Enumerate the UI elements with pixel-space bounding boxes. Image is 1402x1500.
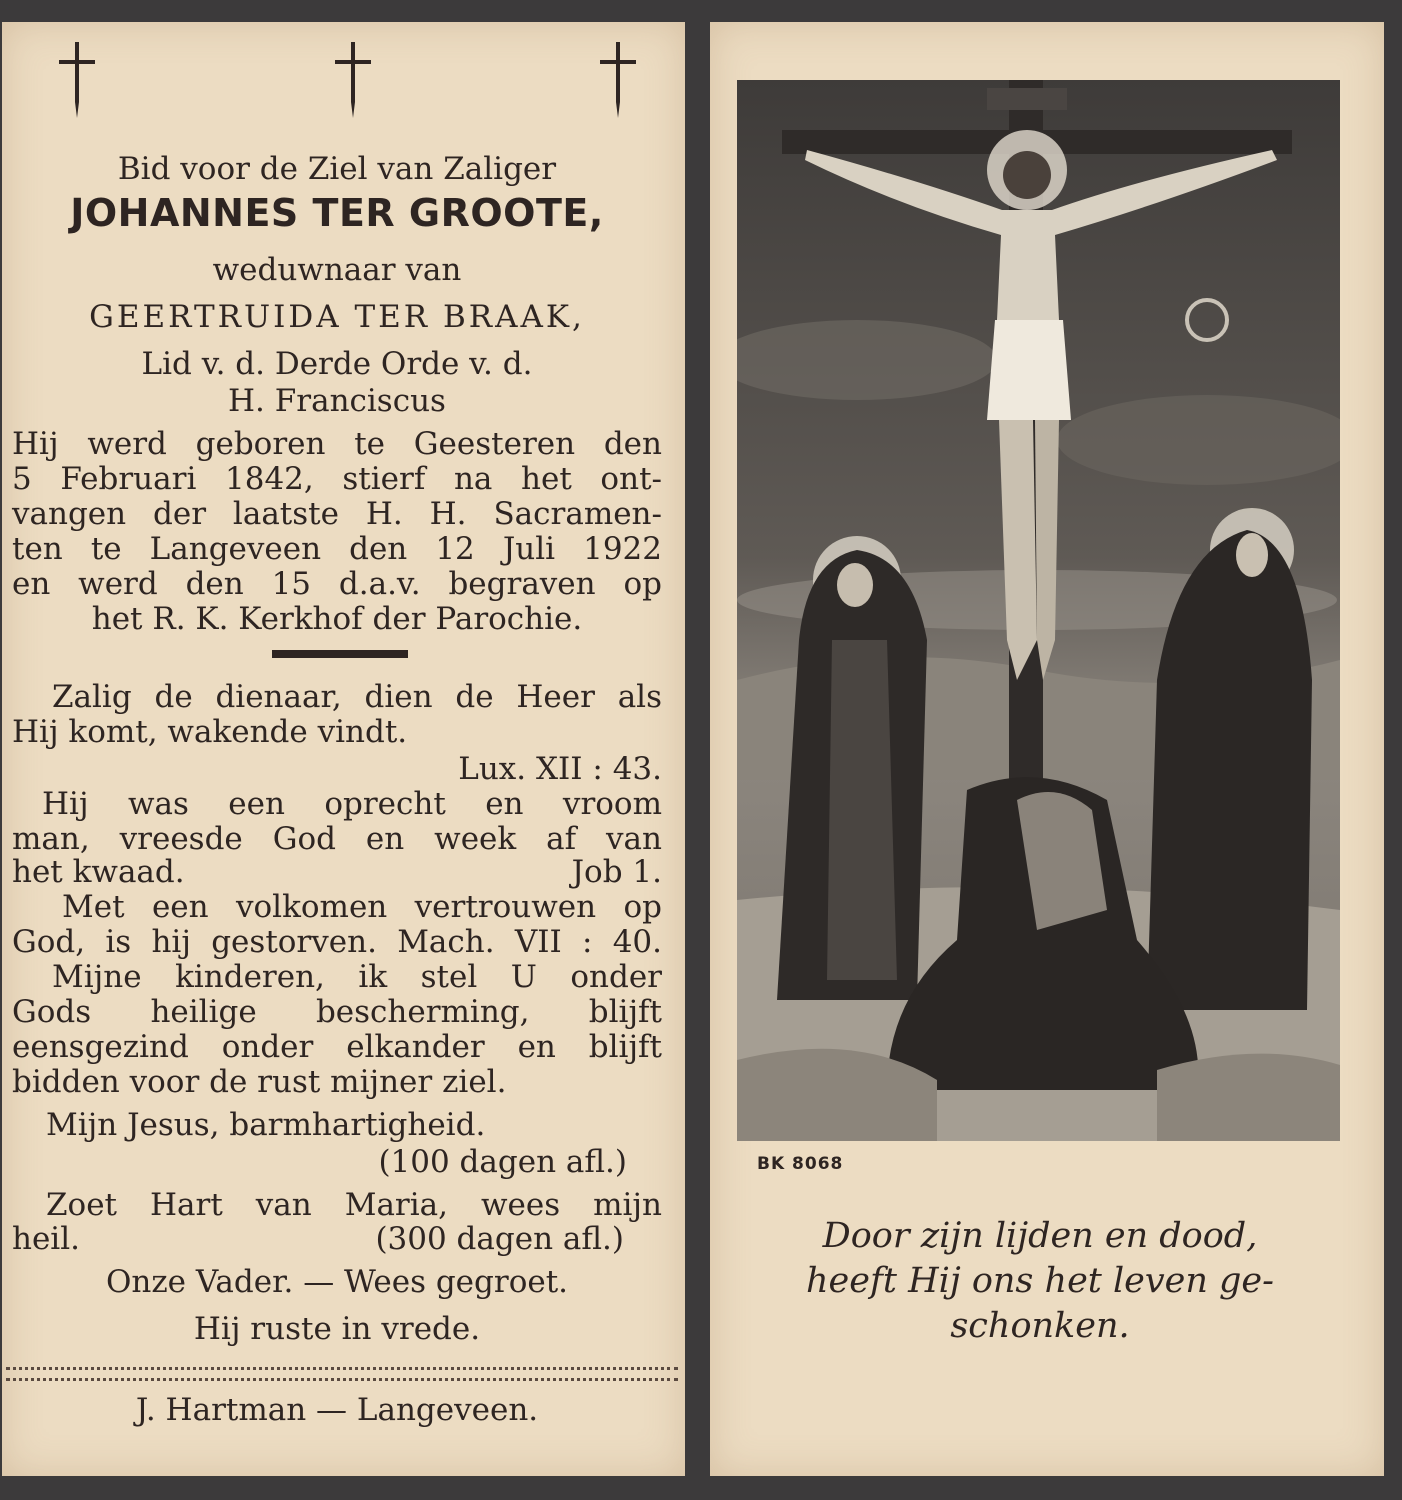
dotted-divider — [6, 1378, 678, 1381]
caption-line: heeft Hij ons het leven ge- — [806, 1261, 1274, 1301]
prayer-text: heil. — [12, 1221, 80, 1257]
indulgence-note: (100 dagen afl.) — [378, 1144, 627, 1180]
bio-line: 5 Februari 1842, stierf na het ont- — [12, 461, 662, 497]
verse-line: man, vreesde God en week af van — [12, 821, 662, 857]
indulgence-note: (300 dagen afl.) — [375, 1221, 624, 1257]
verse-reference: Job 1. — [571, 854, 662, 890]
bio-line: het R. K. Kerkhof der Parochie. — [91, 601, 583, 637]
dotted-divider — [6, 1367, 678, 1370]
caption-line: Door zijn lijden en dood, — [822, 1216, 1258, 1256]
bio-line: ten te Langeveen den 12 Juli 1922 — [12, 531, 662, 567]
deceased-name: JOHANNES TER GROOTE, — [70, 191, 604, 235]
verse-line: Hij was een oprecht en vroom — [42, 786, 662, 822]
verse-line: Hij komt, wakende vindt. — [12, 714, 408, 750]
caption-line: schonken. — [950, 1306, 1130, 1346]
cross-icon — [598, 40, 638, 120]
crucifixion-engraving — [737, 80, 1340, 1141]
prayer-line: Zoet Hart van Maria, wees mijn — [46, 1187, 662, 1223]
bio-line: en werd den 15 d.a.v. begraven op — [12, 566, 662, 602]
spouse-name: GEERTRUIDA TER BRAAK, — [89, 299, 585, 335]
wish-line: bidden voor de rust mijner ziel. — [12, 1064, 507, 1100]
bio-line: Hij werd geboren te Geesteren den — [12, 426, 662, 462]
bio-line: vangen der laatste H. H. Sacramen- — [12, 496, 662, 532]
divider-rule — [272, 650, 408, 658]
cross-icon — [333, 40, 373, 120]
verse-line: God, is hij gestorven. Mach. VII : 40. — [12, 924, 662, 960]
wish-line: Gods heilige bescherming, blijft — [12, 994, 662, 1030]
prayer-heading: Bid voor de Ziel van Zaliger — [117, 151, 557, 187]
prayer-line-with-note — [12, 1222, 624, 1256]
rest-in-peace: Hij ruste in vrede. — [193, 1311, 481, 1347]
printer-imprint: J. Hartman — Langeveen. — [135, 1392, 539, 1428]
order-saint: H. Franciscus — [228, 383, 446, 419]
verse-line: Zalig de dienaar, dien de Heer als — [52, 679, 662, 715]
verse-text: het kwaad. — [12, 854, 185, 890]
verse-line: Met een volkomen vertrouwen op — [62, 889, 662, 925]
cross-icon — [57, 40, 97, 120]
crucifixion-scene-image — [737, 80, 1340, 1141]
verse-line-with-reference — [12, 855, 662, 889]
plate-number: BK 8068 — [757, 1154, 844, 1174]
crosses-row — [0, 40, 683, 130]
widower-line: weduwnaar van — [212, 252, 462, 288]
closing-prayers: Onze Vader. — Wees gegroet. — [105, 1264, 569, 1300]
order-line: Lid v. d. Derde Orde v. d. — [141, 346, 533, 382]
prayer-line: Mijn Jesus, barmhartigheid. — [46, 1107, 486, 1143]
wish-line: Mijne kinderen, ik stel U onder — [52, 959, 662, 995]
verse-reference: Lux. XII : 43. — [458, 751, 662, 787]
wish-line: eensgezind onder elkander en blijft — [12, 1029, 662, 1065]
